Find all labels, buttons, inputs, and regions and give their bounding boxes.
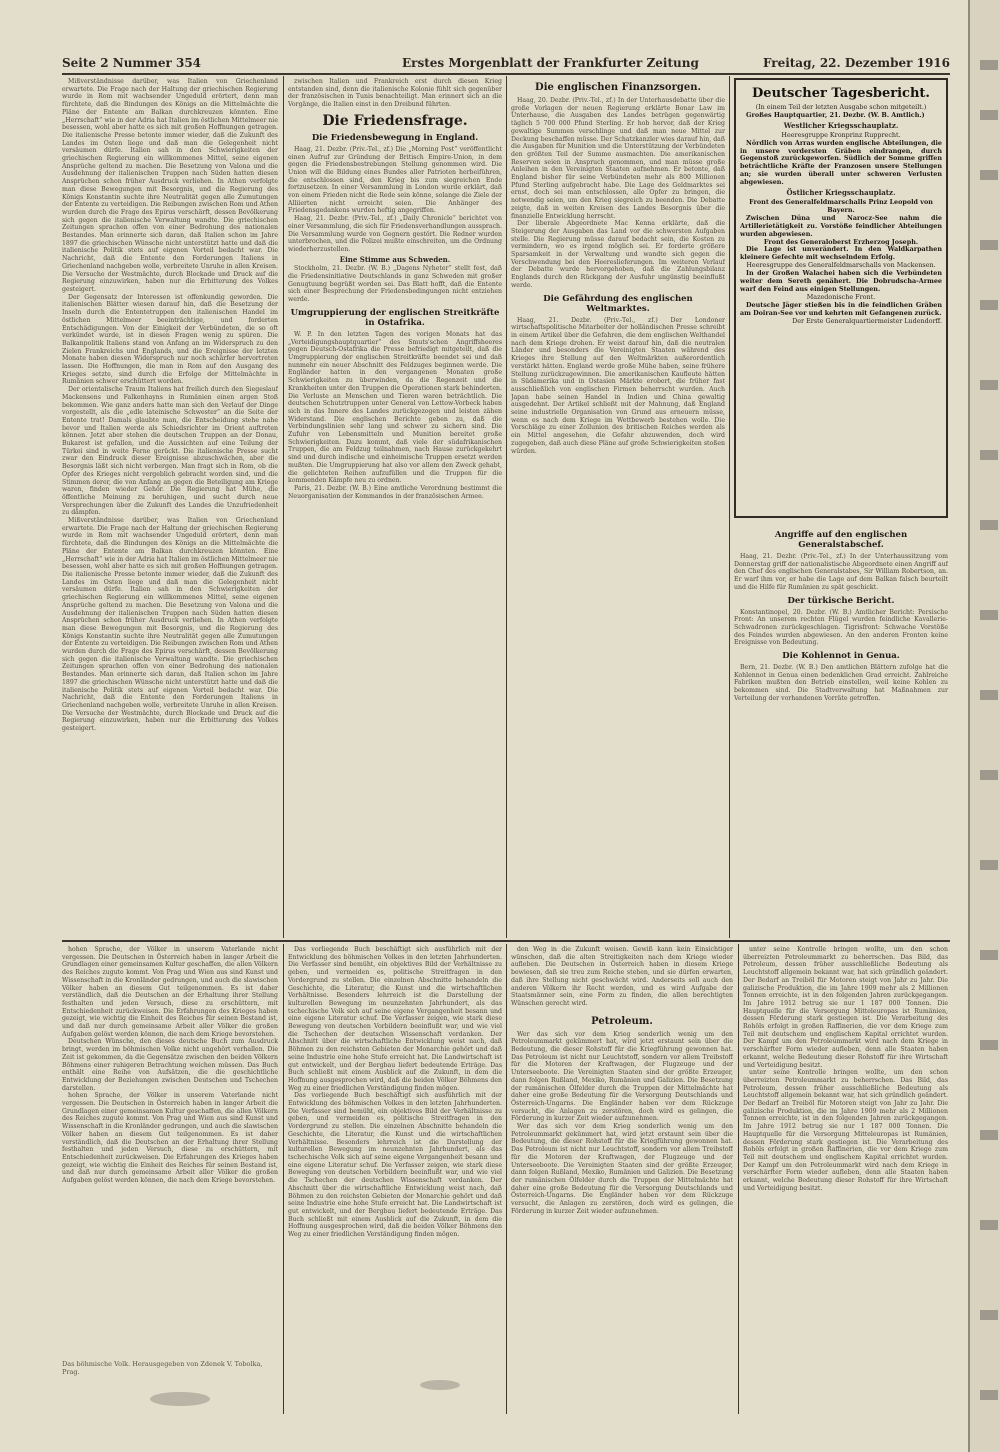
article-text: Der liberale Abgeordnete Mac Kenna erklärte, daß die Steigerung der Ausgaben das Land vor die schwersten Aufgaben stelle. Die Regierung müsse darauf bedacht sein, die Kosten zu vermindern, wo es irgend möglich sei. Er forderte größere Sparsamkeit in der Verwaltung und wandte sich gegen die Verschwendung bei den Heereslieferungen. Im weiteren Verlauf der Debatte wurde hervorgehoben, daß die Zahlungsbilanz Englands durch den Rückgang der Ausfuhr ungünstig beeinflußt werde. (511, 220, 725, 289)
article-text: Haag, 21. Dezbr. (Priv.-Tel., zf.) In der Unterhaussitzung vom Donnerstag griff der nationalistische Abgeordnete einen Angriff auf den Chef des englischen Generalstabes, Sir William Robertson, an. Er warf ihm vor, er habe die Lage auf dem Balkan falsch beurteilt und die Hilfe für Rumänien zu spät geschickt. (734, 553, 948, 591)
report-signature: Der Erste Generalquartiermeister Ludendorff. (792, 316, 942, 325)
headline-peace-question: Die Friedensfrage. (322, 112, 468, 129)
article-text: zwischen Italien und Frankreich erst durch diesen Krieg entstanden sind, denn die italienische Kolonie fühlt sich gegenüber der französischen in Tunis benachteiligt. Man erinnert sich an die Vorgänge, die Italien einst in den Dreibund führten. (288, 78, 502, 109)
article-text: Das vorliegende Buch beschäftigt sich ausführlich mit der Entwicklung des böhmischen Volkes in den letzten Jahrhunderten. Die Verfasser sind bemüht, ein objektives Bild der Verhältnisse zu geben, und vermeiden es, politische Streitfragen in den Vordergrund zu stellen. Die einzelnen Abschnitte behandeln die Geschichte, die Literatur, die Kunst und die wirtschaftlichen Verhältnisse. Besonders lehrreich ist die Darstellung der kulturellen Bewegung im neunzehnten Jahrhundert, als das tschechische Volk sich auf seine eigene Vergangenheit besann und eine eigene Literatur schuf. Die Verfasser zeigen, wie stark diese Bewegung von deutschen Vorbildern beeinflußt war, und wie viel die Tschechen der deutschen Wissenschaft verdanken. Der Abschnitt über die wirtschaftliche Entwicklung weist nach, daß Böhmen zu den reichsten Gebieten der Monarchie gehört und daß seine Industrie eine hohe Stufe erreicht hat. Die Landwirtschaft ist gut entwickelt, und der Bergbau liefert bedeutende Erträge. Das Buch schließt mit einem Ausblick auf die Zukunft, in dem die Hoffnung ausgesprochen wird, daß die beiden Völker Böhmens den Weg zu einer friedlichen Verständigung finden mögen. (288, 946, 502, 1092)
report-section-text: Die Lage ist unverändert. In den Waldkarpathen kleinere Gefechte mit wechselndem Erfolg. (740, 245, 942, 262)
report-section-sub: Front des Generalfeldmarschalls Prinz Leopold von Bayern. (749, 197, 933, 214)
newspaper-title: Erstes Morgenblatt der Frankfurter Zeitung (402, 56, 699, 70)
column-1 (62, 78, 278, 936)
article-text: W. P. In den letzten Tagen des vorigen Monats hat das „Verteidigungshauptquartier“ des Smuts'schen Angriffsheeres gegen Deutsch-Ostafrika die Presse befriedigt mitgeteilt, daß die Umgruppierung der englischen Streitkräfte beendet sei und daß nunmehr ein neuer Abschnitt des Feldzuges beginnen werde. Die Engländer hatten in den vergangenen Monaten große Schwierigkeiten zu überwinden, da die Regenzeit und die Krankheiten unter den Truppen die Operationen stark behinderten. Die Verluste an Menschen und Tieren waren beträchtlich. Die deutschen Schutztruppen unter General von Lettow-Vorbeck haben sich in das Innere des Landes zurückgezogen und leisten zähen Widerstand. Die englischen Berichte geben zu, daß die Verbindungslinien sehr lang und schwer zu sichern sind. Die Zufuhr von Lebensmitteln und Munition bereitet große Schwierigkeiten. Dazu kommt, daß viele der südafrikanischen Truppen, die am Feldzug teilnahmen, nach Hause zurückgekehrt sind und durch indische und einheimische Truppen ersetzt werden mußten. Die Umgruppierung hat also vor allem den Zweck gehabt, die gelichteten Reihen aufzufüllen und die Truppen für die kommenden Kämpfe neu zu ordnen. (288, 330, 502, 485)
report-section-text: Zwischen Düna und Narocz-See nahm die Artillerietätigkeit zu. Vorstöße feindlicher Abteilungen wurden abgewiesen. (740, 213, 942, 238)
column-2 (288, 78, 502, 936)
article-text: Wer das sich vor dem Krieg sonderlich wenig um den Petroleummarkt gekümmert hat, wird jetzt erstaunt sein über die Bedeutung, die dieser Rohstoff für die Kriegführung gewonnen hat. Das Petroleum ist nicht nur Leuchtstoff, sondern vor allem Treibstoff für die Motoren der Kraftwagen, der Flugzeuge und der Unterseeboote. Die Vereinigten Staaten sind der größte Erzeuger, dann folgen Rußland, Mexiko, Rumänien und Galizien. Die Besetzung der rumänischen Ölfelder durch die Truppen der Mittelmächte hat daher eine große Bedeutung für die Versorgung Deutschlands und Österreich-Ungarns. Die Engländer haben vor dem Rückzuge versucht, die Anlagen zu zerstören, doch wird es gelingen, die Förderung in kurzer Zeit wieder aufzunehmen. (511, 1123, 733, 1215)
daily-report-box (734, 78, 948, 518)
article-text: Mißverständnisse darüber, was Italien von Griechenland erwartete. Die Frage nach der Haltung der griechischen Regierung wurde in Rom mit wachsender Ungeduld erörtert, denn man fürchtete, daß die Bindungen des Königs an die Mittelmächte die Pläne der Entente am Balkan durchkreuzen könnten. Eine „Herrschaft“ wie in der Adria hat Italien im östlichen Mittelmeer nie besessen, wohl aber hatte es sich mit großen Hoffnungen getragen. Die italienische Presse betonte immer wieder, daß die Zukunft des Landes im Osten liege und daß man die Gelegenheit nicht versäumen dürfe. Italien sah in den Schwierigkeiten der griechischen Regierung ein willkommenes Mittel, seine eigenen Ansprüche geltend zu machen. Die Besetzung von Valona und die Ausdehnung der italienischen Truppen nach Süden hatten diesen Ansprüchen schon früher Ausdruck verliehen. In Athen verfolgte man diese Bewegungen mit Besorgnis, und die Regierung des Königs Konstantin suchte ihre Neutralität gegen alle Zumutungen der Entente zu verteidigen. Die Reibungen zwischen Rom und Athen wurden durch die Frage des Epirus verschärft, dessen Bevölkerung sich gegen die italienische Verwaltung wandte. Die griechischen Zeitungen sprachen offen von einer Bedrohung des nationalen Bestandes. Man erinnerte sich daran, daß Italien schon im Jahre 1897 die griechischen Wünsche nicht unterstützt hatte und daß die italienische Politik stets auf eigenen Vorteil bedacht war. Die Nachricht, daß die Entente den Forderungen Italiens in Griechenland nachgeben wolle, verbreitete Unruhe in allen Kreisen. Die Versuche der Westmächte, durch Blockade und Druck auf die Regierung einzuwirken, haben nur die Erbitterung des Volkes gesteigert. (62, 78, 278, 293)
article-text: hohen Sprache, der Völker in unserem Vaterlande nicht vergessen. Die Deutschen in Österreich haben in langer Arbeit die Grundlagen einer gemeinsamen Kultur geschaffen, die allen Völkern des Reiches zugute kommt. Von Prag und Wien aus sind Kunst und Wissenschaft in die Kronländer gedrungen, und auch die slawischen Völker haben an diesem Gut teilgenommen. Es ist daher verständlich, daß die Deutschen an der Erhaltung ihrer Stellung festhalten und jeden Versuch, diese zu erschüttern, mit Entschiedenheit zurückweisen. Die Erfahrungen des Krieges haben gezeigt, wie wichtig die Einheit des Reiches für seinen Bestand ist, und daß nur durch gemeinsame Arbeit aller Völker die großen Aufgaben gelöst werden können, die nach dem Kriege bevorstehen. (62, 946, 278, 1038)
column-divider (506, 944, 507, 1414)
column-divider (283, 76, 284, 938)
report-section-sub: Heeresgruppe Kronprinz Rupprecht. (781, 130, 901, 139)
report-section-text: Deutsche Jäger stießen bis in die feindlichen Gräben am Doiran-See vor und kehrten mit Gefangenen zurück. (740, 300, 942, 317)
lower-column-2 (288, 946, 502, 1408)
article-text: Bern, 21. Dezbr. (W. B.) Den amtlichen Blättern zufolge hat die Kohlennot in Genua einen bedenklichen Grad erreicht. Zahlreiche Fabriken mußten den Betrieb einstellen, weil keine Kohlen zu bekommen sind. Die Stadtverwaltung hat Maßnahmen zur Verteilung der vorhandenen Vorräte getroffen. (734, 664, 948, 702)
masthead (62, 54, 950, 72)
article-text: Der orientalische Traum Italiens hat freilich durch den Siegeslauf Mackensens und Falkenhayns in Rumänien einen argen Stoß bekommen. Wie ganz anders hatte man sich den Verlauf der Dinge vorgestellt, als die „edle lateinische Schwester“ an die Seite der Entente trat! Damals glaubte man, die Entscheidung stehe nahe bevor und Italien werde als Schiedsrichter im Orient auftreten können. Jetzt aber stehen die deutschen Truppen an der Donau, Bukarest ist gefallen, und die Aussichten auf eine Teilung der Türkei sind in weite Ferne gerückt. Die italienische Presse sucht zwar den Eindruck dieser Ereignisse abzuschwächen, aber die Besorgnis läßt sich nicht verbergen. Man fragt sich in Rom, ob die Opfer des Krieges nicht vergeblich gebracht worden sind, und die Stimmen derer, die von Anfang an gegen die Beteiligung am Kriege waren, finden wieder Gehör. Die Regierung hat Mühe, die öffentliche Meinung zu beruhigen, und sucht durch neue Versprechungen über die Zukunft des Landes die Unzufriedenheit zu dämpfen. (62, 386, 278, 517)
section-title-sweden: Eine Stimme aus Schweden. (339, 254, 451, 264)
issue-date: Freitag, 22. Dezember 1916 (762, 56, 950, 70)
lower-column-4 (743, 946, 948, 1408)
report-section-head: Westlicher Kriegsschauplatz. (783, 120, 899, 130)
article-text: den Weg in die Zukunft weisen. Gewiß kann kein Einsichtiger wünschen, daß die alten Streitigkeiten nach dem Kriege wieder aufleben. Die Deutschen in Österreich haben in diesem Kriege bewiesen, daß sie treu zum Reiche stehen, und sie dürfen erwarten, daß ihre Stellung nicht geschwächt wird. Anderseits soll auch den anderen Völkern ihr Recht werden, und es wird Aufgabe der Staatsmänner sein, eine Form zu finden, die allen berechtigten Wünschen gerecht wird. (511, 946, 733, 1007)
article-text: Deutschen Wünsche, den dieses deutsche Buch zum Ausdruck bringt, werden im böhmischen Volke nicht ungehört verhallen. Die Zeit ist gekommen, da die Gegensätze zwischen den beiden Völkern Böhmens einer ruhigeren Betrachtung weichen müssen. Das Buch enthält eine Reihe von Aufsätzen, die die geschichtliche Entwicklung der Beziehungen zwischen Deutschen und Tschechen darstellen. (62, 1038, 278, 1092)
report-note: (In einem Teil der letzten Ausgabe schon mitgeteilt.) (755, 103, 927, 111)
article-text: Mißverständnisse darüber, was Italien von Griechenland erwartete. Die Frage nach der Haltung der griechischen Regierung wurde in Rom mit wachsender Ungeduld erörtert, denn man fürchtete, daß die Bindungen des Königs an die Mittelmächte die Pläne der Entente am Balkan durchkreuzen könnten. Eine „Herrschaft“ wie in der Adria hat Italien im östlichen Mittelmeer nie besessen, wohl aber hatte es sich mit großen Hoffnungen getragen. Die italienische Presse betonte immer wieder, daß die Zukunft des Landes im Osten liege und daß man die Gelegenheit nicht versäumen dürfe. Italien sah in den Schwierigkeiten der griechischen Regierung ein willkommenes Mittel, seine eigenen Ansprüche geltend zu machen. Die Besetzung von Valona und die Ausdehnung der italienischen Truppen nach Süden hatten diesen Ansprüchen schon früher Ausdruck verliehen. In Athen verfolgte man diese Bewegungen mit Besorgnis, und die Regierung des Königs Konstantin suchte ihre Neutralität gegen alle Zumutungen der Entente zu verteidigen. Die Reibungen zwischen Rom und Athen wurden durch die Frage des Epirus verschärft, dessen Bevölkerung sich gegen die italienische Verwaltung wandte. Die griechischen Zeitungen sprachen offen von einer Bedrohung des nationalen Bestandes. Man erinnerte sich daran, daß Italien schon im Jahre 1897 die griechischen Wünsche nicht unterstützt hatte und daß die italienische Politik stets auf eigenen Vorteil bedacht war. Die Nachricht, daß die Entente den Forderungen Italiens in Griechenland nachgeben wolle, verbreitete Unruhe in allen Kreisen. Die Versuche der Westmächte, durch Blockade und Druck auf die Regierung einzuwirken, haben nur die Erbitterung des Volkes gesteigert. (62, 517, 278, 733)
page-binding-edge (968, 0, 1000, 1452)
lower-column-3 (511, 946, 733, 1408)
column-divider (738, 944, 739, 1414)
report-title: Deutscher Tagesbericht. (752, 86, 930, 101)
column-divider (729, 76, 730, 938)
page-number: Seite 2 Nummer 354 (62, 56, 202, 70)
report-section-head: Front des Generaloberst Erzherzog Joseph. (763, 237, 919, 246)
headline-turkish-report: Der türkische Bericht. (787, 595, 895, 606)
headline-east-africa: Umgruppierung der englischen Streitkräfte in Ostafrika. (290, 307, 500, 328)
headline-robertson: Angriffe auf den englischen Generalstabschef. (774, 530, 908, 550)
report-section-text: Nördlich von Arras wurden englische Abteilungen, die in unsere vordersten Gräben eindrangen, durch Gegenstoß zurückgeworfen. Südlich der Somme griffen beträchtliche Kräfte der Franzosen unsere Stellungen an; sie wurden überall unter schweren Verlusten abgewiesen. (740, 138, 942, 187)
report-section-head: Heeresgruppe des Generalfeldmarschalls von Mackensen. (746, 261, 936, 270)
scan-smudge (420, 1380, 460, 1390)
article-text: Konstantinopel, 20. Dezbr. (W. B.) Amtlicher Bericht: Persische Front: An unserem rechten Flügel wurden feindliche Kavallerie-Schwadronen zurückgeschlagen. Tigrisfront: Schwache Vorstöße des Feindes wurden abgewiesen. An den anderen Fronten keine Ereignisse von Bedeutung. (734, 608, 948, 647)
article-text: hohen Sprache, der Völker in unserem Vaterlande nicht vergessen. Die Deutschen in Österreich haben in langer Arbeit die Grundlagen einer gemeinsamen Kultur geschaffen, die allen Völkern des Reiches zugute kommt. Von Prag und Wien aus sind Kunst und Wissenschaft in die Kronländer gedrungen, und auch die slawischen Völker haben an diesem Gut teilgenommen. Es ist daher verständlich, daß die Deutschen an der Erhaltung ihrer Stellung festhalten und jeden Versuch, diese zu erschüttern, mit Entschiedenheit zurückweisen. Die Erfahrungen des Krieges haben gezeigt, wie wichtig die Einheit des Reiches für seinen Bestand ist, und daß nur durch gemeinsame Arbeit aller Völker die großen Aufgaben gelöst werden können, die nach dem Kriege bevorstehen. (62, 1092, 278, 1185)
article-text: Der Gegensatz der Interessen ist offenkundig geworden. Die italienischen Blätter wiesen darauf hin, daß die Besetzung der Inseln durch die Ententetruppen den italienischen Handel im östlichen Mittelmeer beeinträchtige, und forderten Entschädigungen. Von der Einigkeit der Verbündeten, die so oft verkündet wurde, ist in diesen Fragen wenig zu spüren. Die Balkanpolitik Italiens stand von Anfang an im Widerspruch zu den Zielen Frankreichs und Englands, und die Ereignisse der letzten Monate haben diesen Widerspruch nur noch schärfer hervortreten lassen. Die Hoffnungen, die man in Rom auf den Ausgang des Krieges setzte, sind durch die Erfolge der Mittelmächte in Rumänien schwer erschüttert worden. (62, 293, 278, 386)
column-divider (283, 944, 284, 1414)
column-divider (506, 76, 507, 938)
article-text: Paris, 21. Dezbr. (W. B.) Eine amtliche Verordnung bestimmt die Neuorganisation der Kommandos in der französischen Armee. (288, 484, 502, 500)
headline-coal-genoa: Die Kohlennot in Genua. (782, 651, 900, 662)
section-rule (62, 940, 950, 942)
article-text: unter seine Kontrolle bringen wollte, um den schon überreizten Petroleummarkt zu beherrschen. Das Bild, das Petroleum, dessen früher ausschließliche Bedeutung als Leuchtstoff allgemein bekannt war, hat sich gründlich geändert. Der Bedarf an Treiböl für Motoren steigt von Jahr zu Jahr. Die galizische Produktion, die im Jahre 1909 mehr als 2 Millionen Tonnen erreichte, ist in den folgenden Jahren zurückgegangen. Im Jahre 1912 betrug sie nur 1 187 000 Tonnen. Die Hauptquelle für die Versorgung Mitteleuropas ist Rumänien, dessen Förderung stark gestiegen ist. Die Verarbeitung des Rohöls erfolgt in großen Raffinerien, die vor dem Kriege zum Teil mit deutschem und englischem Kapital errichtet wurden. Der Kampf um den Petroleummarkt wird nach dem Kriege in verschärfter Form wieder aufleben, denn alle Staaten haben erkannt, welche Bedeutung dieser Rohstoff für ihre Wirtschaft und Verteidigung besitzt. (743, 1069, 948, 1192)
headline-english-finance: Die englischen Finanzsorgen. (535, 82, 701, 93)
article-text: Haag, 21. Dezbr. (Priv.-Tel., zf.) Die „Morning Post“ veröffentlicht einen Aufruf zur Gründung der Britisch Empire-Union, in dem gegen die Friedensbestrebungen Stellung genommen wird. Die Union will die Bildung eines Bundes aller Patrioten herbeiführen, die entschlossen sind, den Krieg bis zum siegreichen Ende fortzusetzen. In einer Versammlung in London wurde erklärt, daß von einem Frieden nicht die Rede sein könne, solange die Ziele der Alliierten nicht erreicht seien. Die Anhänger des Friedensgedankens wurden heftig angegriffen. (288, 145, 502, 215)
article-text: Stockholm, 21. Dezbr. (W. B.) „Dagens Nyheter“ stellt fest, daß die Friedensinitiative Deutschlands in ganz Schweden mit großer Genugtuung begrüßt worden sei. Das Blatt hofft, daß die Entente sich einer Besprechung der Friedensbedingungen nicht entziehen werde. (288, 265, 502, 304)
report-section-head: Östlicher Kriegsschauplatz. (786, 188, 896, 198)
report-section-text: In der Großen Walachei haben sich die Verbündeten weiter dem Sereth genähert. Die Dobrudscha-Armee warf den Feind aus einigen Stellungen. (740, 269, 942, 293)
report-source: Großes Hauptquartier, 21. Dezbr. (W. B. Amtlich.) (746, 110, 925, 119)
headline-petroleum: Petroleum. (591, 1015, 653, 1027)
article-text: unter seine Kontrolle bringen wollte, um den schon überreizten Petroleummarkt zu beherrschen. Das Bild, das Petroleum, dessen früher ausschließliche Bedeutung als Leuchtstoff allgemein bekannt war, hat sich gründlich geändert. Der Bedarf an Treiböl für Motoren steigt von Jahr zu Jahr. Die galizische Produktion, die im Jahre 1909 mehr als 2 Millionen Tonnen erreichte, ist in den folgenden Jahren zurückgegangen. Im Jahre 1912 betrug sie nur 1 187 000 Tonnen. Die Hauptquelle für die Versorgung Mitteleuropas ist Rumänien, dessen Förderung stark gestiegen ist. Die Verarbeitung des Rohöls erfolgt in großen Raffinerien, die vor dem Kriege zum Teil mit deutschem und englischem Kapital errichtet wurden. Der Kampf um den Petroleummarkt wird nach dem Kriege in verschärfter Form wieder aufleben, denn alle Staaten haben erkannt, welche Bedeutung dieser Rohstoff für ihre Wirtschaft und Verteidigung besitzt. (743, 946, 948, 1069)
article-text: Das vorliegende Buch beschäftigt sich ausführlich mit der Entwicklung des böhmischen Volkes in den letzten Jahrhunderten. Die Verfasser sind bemüht, ein objektives Bild der Verhältnisse zu geben, und vermeiden es, politische Streitfragen in den Vordergrund zu stellen. Die einzelnen Abschnitte behandeln die Geschichte, die Literatur, die Kunst und die wirtschaftlichen Verhältnisse. Besonders lehrreich ist die Darstellung der kulturellen Bewegung im neunzehnten Jahrhundert, als das tschechische Volk sich auf seine eigene Vergangenheit besann und eine eigene Literatur schuf. Die Verfasser zeigen, wie stark diese Bewegung von deutschen Vorbildern beeinflußt war, und wie viel die Tschechen der deutschen Wissenschaft verdanken. Der Abschnitt über die wirtschaftliche Entwicklung weist nach, daß Böhmen zu den reichsten Gebieten der Monarchie gehört und daß seine Industrie eine hohe Stufe erreicht hat. Die Landwirtschaft ist gut entwickelt, und der Bergbau liefert bedeutende Erträge. Das Buch schließt mit einem Ausblick auf die Zukunft, in dem die Hoffnung ausgesprochen wird, daß die beiden Völker Böhmens den Weg zu einer friedlichen Verständigung finden mögen. (288, 1092, 502, 1239)
book-reference-text: Das böhmische Volk. Herausgegeben von Zdenek V. Tobolka, Prag. (62, 1360, 263, 1376)
headline-world-market: Die Gefährdung des englischen Weltmarktes. (543, 293, 693, 314)
column-4 (734, 526, 948, 936)
lower-column-1 (62, 946, 278, 1354)
article-text: Haag, 20. Dezbr. (Priv.-Tel., zf.) In der Unterhausdebatte über die große Vorlagen der neuen Regierung erklärte Bonar Law im Unterhause, die Ausgaben des Landes betrügen gegenwärtig täglich 5 700 000 Pfund Sterling. Er hob hervor, daß der Krieg gewaltige Summen verschlinge und daß man neue Mittel zur Deckung beschaffen müsse. Der Schatzkanzler wies darauf hin, daß die Ausgaben für Munition und die Unterstützung der Verbündeten den größten Teil der Summe ausmachten. Die amerikanischen Reserven seien in Anspruch genommen, und man müsse große Anleihen in den Vereinigten Staaten aufnehmen. Er betonte, daß England bisher für seine Verbündeten mehr als 800 Millionen Pfund Sterling aufgebracht habe. Die Lage des Geldmarktes sei ernst, doch sei man entschlossen, alle Opfer zu bringen, die notwendig seien, um den Krieg siegreich zu beenden. Die Debatte zeigte, daß in weiten Kreisen des Landes Besorgnis über die finanzielle Entwicklung herrscht. (511, 97, 725, 220)
column-3 (511, 78, 725, 936)
subheadline-peace-movement: Die Friedensbewegung in England. (311, 132, 479, 143)
article-text: Haag, 21. Dezbr. (Priv.-Tel., zf.) „Daily Chronicle“ berichtet von einer Versammlung, die sich für Friedensverhandlungen aussprach. Die Versammlung wurde von Gegnern gestört. Die Redner wurden unterbrochen, und die Polizei mußte einschreiten, um die Ordnung wiederherzustellen. (288, 215, 502, 253)
report-section-head: Mazedonische Front. (806, 292, 876, 301)
scan-smudge (150, 1392, 210, 1406)
article-text: Haag, 21. Dezbr. (Priv.-Tel., zf.) Der Londoner wirtschaftspolitische Mitarbeiter der holländischen Presse schreibt in einem Artikel über die Gefahren, die dem englischen Welthandel nach dem Kriege drohen. Er weist darauf hin, daß die neutralen Länder und besonders die Vereinigten Staaten während des Krieges ihre Stellung auf den Weltmärkten außerordentlich verstärkt hätten. England werde große Mühe haben, seine frühere Stellung zurückzugewinnen. Die amerikanischen Kaufleute hätten in Südamerika und in Ostasien Märkte erobert, die früher fast ausschließlich von englischen Firmen beherrscht wurden. Auch Japan habe seinen Handel in Indien und China gewaltig ausgedehnt. Der Artikel schließt mit der Mahnung, daß England seine industrielle Organisation von Grund aus erneuern müsse, wenn es nach dem Kriege im Wettbewerb bestehen wolle. Die Vorschläge zu einer Zollunion des britischen Reiches werden als ein Mittel angesehen, die Gefahr abzuwenden, doch wird zugegeben, daß auch diese Pläne auf große Schwierigkeiten stoßen würden. (511, 316, 725, 455)
article-text: Wer das sich vor dem Krieg sonderlich wenig um den Petroleummarkt gekümmert hat, wird jetzt erstaunt sein über die Bedeutung, die dieser Rohstoff für die Kriegführung gewonnen hat. Das Petroleum ist nicht nur Leuchtstoff, sondern vor allem Treibstoff für die Motoren der Kraftwagen, der Flugzeuge und der Unterseeboote. Die Vereinigten Staaten sind der größte Erzeuger, dann folgen Rußland, Mexiko, Rumänien und Galizien. Die Besetzung der rumänischen Ölfelder durch die Truppen der Mittelmächte hat daher eine große Bedeutung für die Versorgung Deutschlands und Österreich-Ungarns. Die Engländer haben vor dem Rückzuge versucht, die Anlagen zu zerstören, doch wird es gelingen, die Förderung in kurzer Zeit wieder aufzunehmen. (511, 1030, 733, 1123)
masthead-rule (62, 73, 950, 75)
